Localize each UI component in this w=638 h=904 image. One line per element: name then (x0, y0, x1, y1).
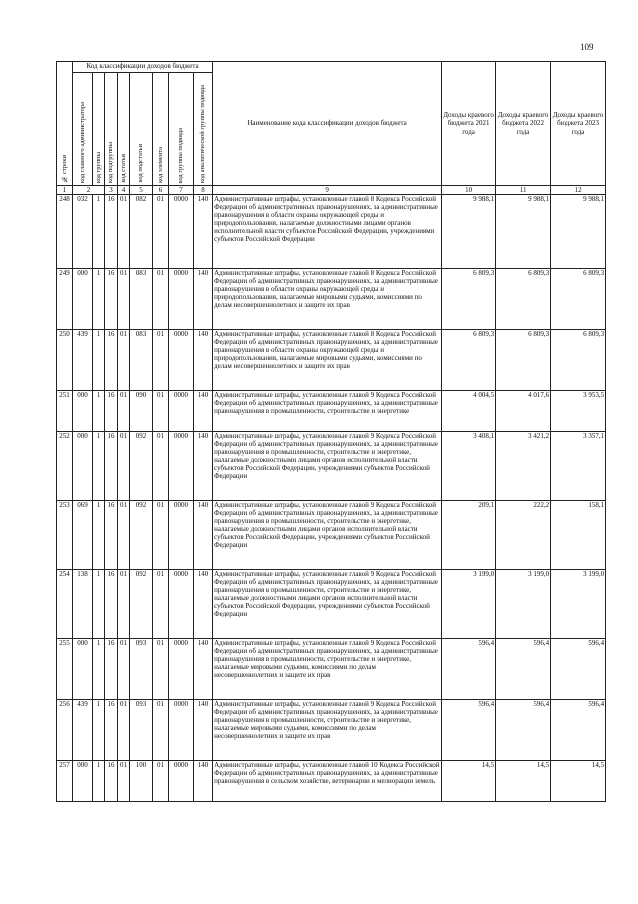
subgroup-code-cell: 16 (105, 330, 118, 391)
analytic-group-code-cell: 140 (194, 761, 213, 802)
group-code-cell: 1 (93, 269, 105, 330)
subarticle-code-cell: 083 (130, 330, 153, 391)
subarticle-code-header: код подстатьи (130, 73, 153, 186)
income-2021-cell: 596,4 (442, 639, 496, 700)
income-2023-cell: 596,4 (551, 639, 606, 700)
column-numbers-row (57, 186, 606, 195)
subgroup-code-cell: 16 (105, 269, 118, 330)
group-code-cell: 1 (93, 570, 105, 639)
element-code-cell: 01 (153, 639, 169, 700)
income-name-cell: Административные штрафы, установленные главой 8 Кодекса Российской Федерации об административных правонарушениях, за административные правонарушения в области охраны окружающей среды и природопользования, налагаемые мировыми судьями, комиссиями по делам несовершеннолетних и защите их прав (213, 269, 442, 330)
income-name-cell: Административные штрафы, установленные главой 9 Кодекса Российской Федерации об административных правонарушениях, за административные правонарушения в промышленности, строительстве и энергетике, налагаемые мировыми судьями, комиссиями по делам несовершеннолетних и защите их прав (213, 639, 442, 700)
subarticle-code-cell: 092 (130, 432, 153, 501)
analytic-group-code-cell: 140 (194, 195, 213, 269)
income-2021-cell: 4 004,5 (442, 391, 496, 432)
article-code-cell: 01 (118, 391, 130, 432)
income-2022-cell: 14,5 (496, 761, 551, 802)
article-code-cell: 01 (118, 639, 130, 700)
subtype-group-code-cell: 0000 (169, 570, 194, 639)
subarticle-code-cell: 093 (130, 700, 153, 761)
subtype-group-code-cell: 0000 (169, 195, 194, 269)
table-row (57, 570, 606, 639)
subgroup-code-cell: 16 (105, 432, 118, 501)
table-row (57, 195, 606, 269)
income-name-cell: Административные штрафы, установленные главой 8 Кодекса Российской Федерации об административных правонарушениях, за административные правонарушения в области охраны окружающей среды и природопользования, налагаемые мировыми судьями, комиссиями по делам несовершеннолетних и защите их прав (213, 330, 442, 391)
subtype-group-code-cell: 0000 (169, 501, 194, 570)
income-2021-cell: 3 408,1 (442, 432, 496, 501)
income-2023-cell: 158,1 (551, 501, 606, 570)
article-code-cell: 01 (118, 330, 130, 391)
row-number-cell: 248 (57, 195, 73, 269)
subarticle-code-cell: 090 (130, 391, 153, 432)
income-2022-cell: 3 199,0 (496, 570, 551, 639)
group-code-cell: 1 (93, 330, 105, 391)
main-admin-code-cell: 000 (73, 269, 93, 330)
col-num: 12 (551, 186, 606, 195)
analytic-group-code-cell: 140 (194, 570, 213, 639)
subgroup-code-cell: 16 (105, 391, 118, 432)
element-code-cell: 01 (153, 761, 169, 802)
group-code-header: код группы (93, 73, 105, 186)
income-2022-cell: 6 809,3 (496, 330, 551, 391)
subtype-group-code-cell: 0000 (169, 391, 194, 432)
income-2022-cell: 596,4 (496, 700, 551, 761)
budget-income-table (56, 61, 606, 802)
main-admin-code-cell: 138 (73, 570, 93, 639)
article-code-header: код статьи (118, 73, 130, 186)
subgroup-code-cell: 16 (105, 195, 118, 269)
row-number-cell: 252 (57, 432, 73, 501)
col-num: 3 (105, 186, 118, 195)
main-admin-code-cell: 000 (73, 391, 93, 432)
element-code-cell: 01 (153, 391, 169, 432)
income-2023-cell: 3 199,0 (551, 570, 606, 639)
table-row (57, 330, 606, 391)
col-num: 7 (169, 186, 194, 195)
row-number-cell: 255 (57, 639, 73, 700)
subgroup-code-cell: 16 (105, 761, 118, 802)
subgroup-code-cell: 16 (105, 700, 118, 761)
table-row (57, 700, 606, 761)
col-num: 8 (194, 186, 213, 195)
group-code-cell: 1 (93, 195, 105, 269)
income-2021-cell: 6 809,3 (442, 269, 496, 330)
income-2023-cell: 3 953,5 (551, 391, 606, 432)
income-2023-cell: 14,5 (551, 761, 606, 802)
main-admin-code-cell: 000 (73, 761, 93, 802)
table-row (57, 501, 606, 570)
table-row (57, 391, 606, 432)
income-2022-header: Доходы краевого бюджета 2022 года (496, 62, 551, 186)
row-number-cell: 249 (57, 269, 73, 330)
income-name-cell: Административные штрафы, установленные главой 9 Кодекса Российской Федерации об административных правонарушениях, за административные правонарушения в промышленности, строительстве и энергетике, налагаемые должностными лицами органов исполнительной власти субъектов Российской Федерации, учреждениями субъектов Российской Федерации (213, 432, 442, 501)
element-code-cell: 01 (153, 432, 169, 501)
analytic-group-code-cell: 140 (194, 700, 213, 761)
col-num: 6 (153, 186, 169, 195)
subgroup-code-header: код подгруппы (105, 73, 118, 186)
element-code-cell: 01 (153, 269, 169, 330)
row-number-cell: 250 (57, 330, 73, 391)
col-num: 5 (130, 186, 153, 195)
subgroup-code-cell: 16 (105, 639, 118, 700)
subtype-group-code-cell: 0000 (169, 432, 194, 501)
income-2023-cell: 596,4 (551, 700, 606, 761)
article-code-cell: 01 (118, 195, 130, 269)
page-number: 109 (580, 42, 594, 52)
subarticle-code-cell: 083 (130, 269, 153, 330)
row-number-cell: 254 (57, 570, 73, 639)
row-number-cell: 256 (57, 700, 73, 761)
group-code-cell: 1 (93, 700, 105, 761)
article-code-cell: 01 (118, 761, 130, 802)
subgroup-code-cell: 16 (105, 501, 118, 570)
analytic-group-code-cell: 140 (194, 330, 213, 391)
element-code-header: код элемента (153, 73, 169, 186)
analytic-group-code-cell: 140 (194, 501, 213, 570)
main-admin-code-cell: 069 (73, 501, 93, 570)
table-row (57, 639, 606, 700)
income-2021-cell: 596,4 (442, 700, 496, 761)
col-num: 10 (442, 186, 496, 195)
income-2023-cell: 9 988,1 (551, 195, 606, 269)
element-code-cell: 01 (153, 501, 169, 570)
subtype-group-code-cell: 0000 (169, 330, 194, 391)
income-2021-cell: 3 199,0 (442, 570, 496, 639)
income-name-cell: Административные штрафы, установленные главой 9 Кодекса Российской Федерации об административных правонарушениях, за административные правонарушения в промышленности, строительстве и энергетике, налагаемые мировыми судьями, комиссиями по делам несовершеннолетних и защите их прав (213, 700, 442, 761)
col-num: 2 (73, 186, 105, 195)
table-row (57, 269, 606, 330)
income-2022-cell: 4 017,6 (496, 391, 551, 432)
group-code-cell: 1 (93, 501, 105, 570)
col-num: 9 (213, 186, 442, 195)
main-admin-code-cell: 000 (73, 432, 93, 501)
article-code-cell: 01 (118, 501, 130, 570)
income-name-cell: Административные штрафы, установленные главой 9 Кодекса Российской Федерации об административных правонарушениях, за административные правонарушения в промышленности, строительстве и энергетике, налагаемые должностными лицами органов исполнительной власти субъектов Российской Федерации, учреждениями субъектов Российской Федерации (213, 570, 442, 639)
income-2021-cell: 6 809,3 (442, 330, 496, 391)
income-2023-header: Доходы краевого бюджета 2023 года (551, 62, 606, 186)
subarticle-code-cell: 092 (130, 570, 153, 639)
group-code-cell: 1 (93, 432, 105, 501)
col-num: 11 (496, 186, 551, 195)
row-number-cell: 253 (57, 501, 73, 570)
row-number-cell: 257 (57, 761, 73, 802)
main-admin-code-header: код главного администратора (73, 73, 93, 186)
row-number-cell: 251 (57, 391, 73, 432)
main-admin-code-cell: 439 (73, 700, 93, 761)
analytic-group-code-cell: 140 (194, 269, 213, 330)
element-code-cell: 01 (153, 330, 169, 391)
income-2021-header: Доходы краевого бюджета 2021 года (442, 62, 496, 186)
article-code-cell: 01 (118, 700, 130, 761)
analytic-group-code-cell: 140 (194, 639, 213, 700)
analytic-subtype-group-code-header: код аналитической группы подвида (194, 73, 213, 186)
table-row (57, 761, 606, 802)
main-admin-code-cell: 439 (73, 330, 93, 391)
subtype-group-code-cell: 0000 (169, 269, 194, 330)
row-number-header: № строки (57, 62, 73, 186)
col-num: 1 (57, 186, 73, 195)
income-2022-cell: 9 988,1 (496, 195, 551, 269)
subtype-group-code-cell: 0000 (169, 639, 194, 700)
element-code-cell: 01 (153, 700, 169, 761)
group-code-cell: 1 (93, 639, 105, 700)
element-code-cell: 01 (153, 195, 169, 269)
subtype-group-code-header: код группы подвида (169, 73, 194, 186)
income-2023-cell: 3 357,1 (551, 432, 606, 501)
income-2021-cell: 14,5 (442, 761, 496, 802)
subarticle-code-cell: 082 (130, 195, 153, 269)
group-code-cell: 1 (93, 391, 105, 432)
analytic-group-code-cell: 140 (194, 391, 213, 432)
name-column-header: Наименование кода классификации доходов бюджета (213, 62, 442, 186)
income-2022-cell: 6 809,3 (496, 269, 551, 330)
income-name-cell: Административные штрафы, установленные главой 8 Кодекса Российской Федерации об административных правонарушениях, за административные правонарушения в области охраны окружающей среды и природопользования, налагаемые должностными лицами органов исполнительной власти субъектов Российской Федерации, учреждениями субъектов Российской Федерации (213, 195, 442, 269)
income-2023-cell: 6 809,3 (551, 269, 606, 330)
col-num: 4 (118, 186, 130, 195)
subarticle-code-cell: 100 (130, 761, 153, 802)
element-code-cell: 01 (153, 570, 169, 639)
article-code-cell: 01 (118, 432, 130, 501)
main-admin-code-cell: 000 (73, 639, 93, 700)
income-name-cell: Административные штрафы, установленные главой 10 Кодекса Российской Федерации об административных правонарушениях, за административные правонарушения в сельском хозяйстве, ветеринарии и мелиорации земель (213, 761, 442, 802)
subarticle-code-cell: 092 (130, 501, 153, 570)
analytic-group-code-cell: 140 (194, 432, 213, 501)
income-name-cell: Административные штрафы, установленные главой 9 Кодекса Российской Федерации об административных правонарушениях, за административные правонарушения в промышленности, строительстве и энергетике, налагаемые должностными лицами органов исполнительной власти субъектов Российской Федерации, учреждениями субъектов Российской Федерации (213, 501, 442, 570)
group-code-cell: 1 (93, 761, 105, 802)
subtype-group-code-cell: 0000 (169, 700, 194, 761)
subtype-group-code-cell: 0000 (169, 761, 194, 802)
subarticle-code-cell: 093 (130, 639, 153, 700)
income-2021-cell: 9 988,1 (442, 195, 496, 269)
article-code-cell: 01 (118, 269, 130, 330)
table-row (57, 432, 606, 501)
income-2022-cell: 3 421,2 (496, 432, 551, 501)
subgroup-code-cell: 16 (105, 570, 118, 639)
income-2023-cell: 6 809,3 (551, 330, 606, 391)
article-code-cell: 01 (118, 570, 130, 639)
income-2022-cell: 596,4 (496, 639, 551, 700)
income-2021-cell: 209,1 (442, 501, 496, 570)
main-admin-code-cell: 032 (73, 195, 93, 269)
income-2022-cell: 222,2 (496, 501, 551, 570)
income-name-cell: Административные штрафы, установленные главой 9 Кодекса Российской Федерации об административных правонарушениях, за административные правонарушения в промышленности, строительстве и энергетике (213, 391, 442, 432)
classification-group-header: Код классификации доходов бюджета (73, 62, 213, 73)
